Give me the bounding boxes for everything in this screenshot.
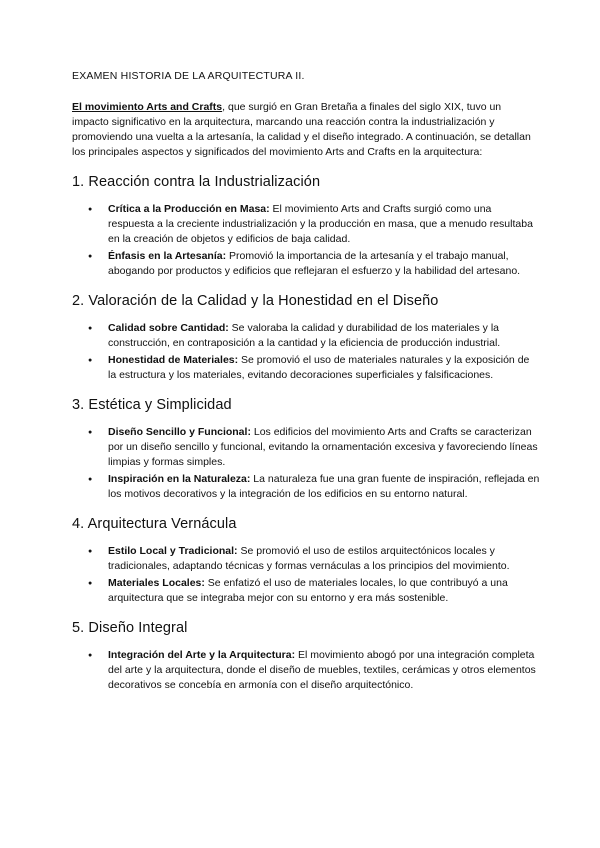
item-text: Se promovió el uso de materiales naturales y la exposición de la estructura y los materiales, evitando decoraciones superficiales y falsificaciones. (108, 354, 530, 381)
item-text: Promovió la importancia de la artesanía y el trabajo manual, abogando por productos y edificios que reflejaran el esfuerzo y la habilidad del artesano. (108, 250, 521, 277)
item-term: Inspiración en la Naturaleza: (108, 473, 251, 485)
list-item (108, 544, 540, 574)
item-term: Calidad sobre Cantidad: (108, 322, 229, 334)
intro-paragraph (72, 100, 540, 160)
section-heading-2: 2. Valoración de la Calidad y la Honestidad en el Diseño (72, 293, 439, 309)
list-item (108, 249, 540, 279)
section-list-4 (72, 544, 540, 606)
intro-lead: El movimiento Arts and Crafts (72, 101, 223, 113)
item-text: La naturaleza fue una gran fuente de inspiración, reflejada en los motivos decorativos y la integración de los edificios en su entorno natural. (108, 473, 540, 500)
item-text: Se enfatizó el uso de materiales locales, lo que contribuyó a una arquitectura que se integraba mejor con su entorno y era más sostenible. (108, 577, 508, 604)
list-item (108, 425, 540, 470)
list-item (108, 321, 540, 351)
section-list-5 (72, 648, 540, 693)
section-list-1 (72, 202, 540, 279)
item-term: Diseño Sencillo y Funcional: (108, 426, 251, 438)
item-term: Honestidad de Materiales: (108, 354, 239, 366)
list-item (108, 472, 540, 502)
item-term: Crítica a la Producción en Masa: (108, 203, 270, 215)
section-heading-3: 3. Estética y Simplicidad (72, 397, 232, 413)
list-item (108, 648, 540, 693)
item-text: Los edificios del movimiento Arts and Crafts se caracterizan por un diseño sencillo y funcional, evitando la ornamentación excesiva y favoreciendo líneas limpias y formas simples. (108, 426, 538, 468)
list-item (108, 576, 540, 606)
section-heading-4: 4. Arquitectura Vernácula (72, 516, 237, 532)
list-item (108, 353, 540, 383)
item-text: El movimiento Arts and Crafts surgió como una respuesta a la creciente industrialización y la producción en masa, que a menudo resultaba en la creación de objetos y edificios de baja calidad. (108, 203, 533, 245)
section-heading-1: 1. Reacción contra la Industrialización (72, 174, 321, 190)
item-text: Se promovió el uso de estilos arquitectónicos locales y tradicionales, adaptando técnicas y formas vernáculas a los principios del movimiento. (108, 545, 510, 572)
item-term: Integración del Arte y la Arquitectura: (108, 649, 296, 661)
section-heading-5: 5. Diseño Integral (72, 620, 188, 636)
intro-text: , que surgió en Gran Bretaña a finales del siglo XIX, tuvo un impacto significativo en la arquitectura, marcando una reacción contra la industrialización y promoviendo una vuelta a la artesanía, la calidad y el diseño integrado. A continuación, se detallan los principales aspectos y significados del movimiento Arts and Crafts en la arquitectura: (72, 101, 531, 158)
document-title: EXAMEN HISTORIA DE LA ARQUITECTURA II. (72, 70, 305, 82)
item-term: Énfasis en la Artesanía: (108, 250, 227, 262)
section-list-3 (72, 425, 540, 502)
section-list-2 (72, 321, 540, 383)
list-item (108, 202, 540, 247)
item-text: El movimiento abogó por una integración completa del arte y la arquitectura, donde el diseño de muebles, textiles, cerámicas y otros elementos decorativos se concebía en armonía con el diseño arquitectónico. (108, 649, 536, 691)
item-term: Materiales Locales: (108, 577, 205, 589)
item-text: Se valoraba la calidad y durabilidad de los materiales y la construcción, en contraposición a la cantidad y la eficiencia de producción industrial. (108, 322, 501, 349)
item-term: Estilo Local y Tradicional: (108, 545, 238, 557)
